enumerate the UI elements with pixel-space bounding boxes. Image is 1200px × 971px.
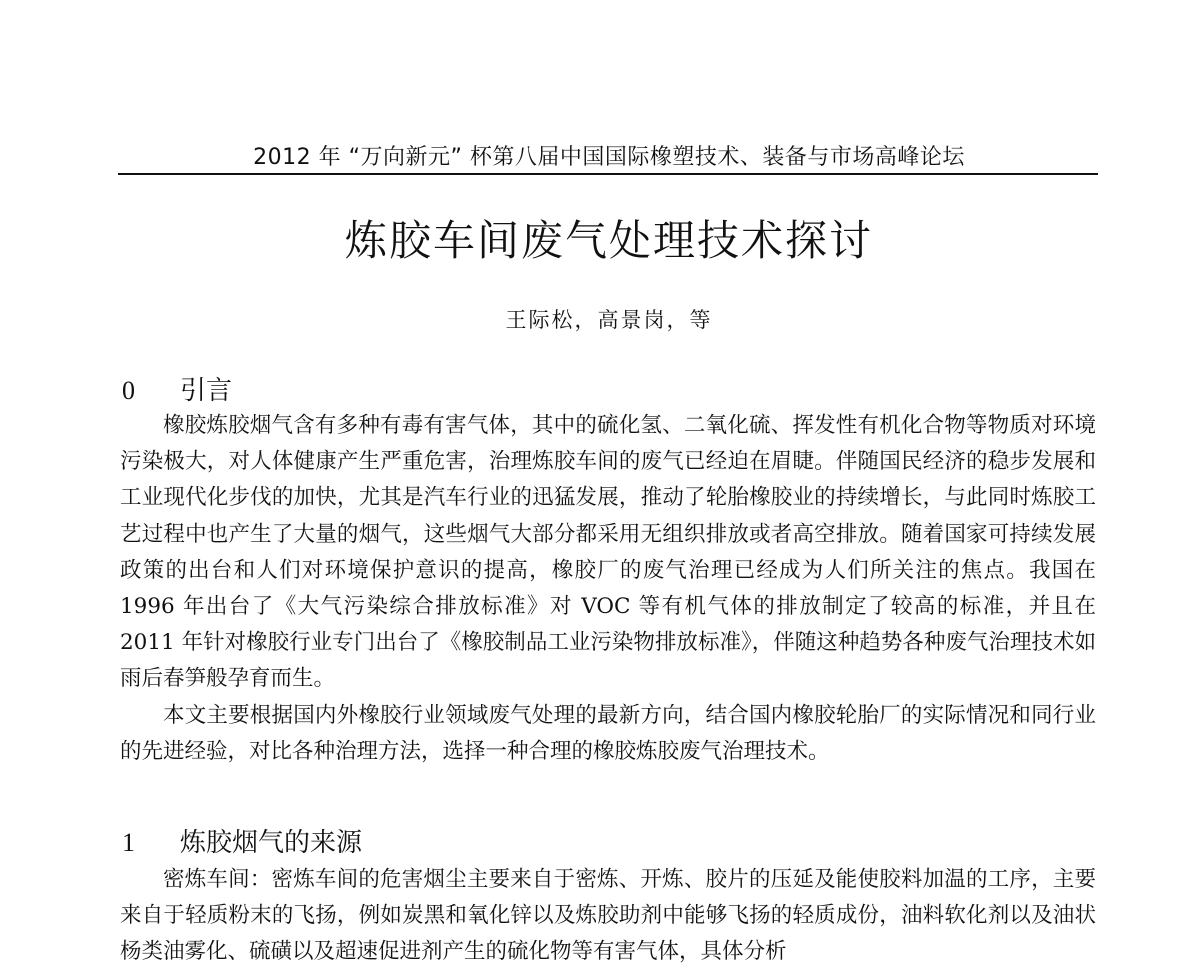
paragraph: 橡胶炼胶烟气含有多种有毒有害气体，其中的硫化氢、二氧化硫、挥发性有机化合物等物质对环境污染极大，对人体健康产生严重危害，治理炼胶车间的废气已经迫在眉睫。伴随国民经济的稳步发展和工业现代化步伐的加快，尤其是汽车行业的迅猛发展，推动了轮胎橡胶业的持续增长，与此同时炼胶工艺过程中也产生了大量的烟气，这些烟气大部分都采用无组织排放或者高空排放。随着国家可持续发展政策的出台和人们对环境保护意识的提高，橡胶厂的废气治理已经成为人们所关注的焦点。我国在 1996 年出台了《大气污染综合排放标准》对 VOC 等有机气体的排放制定了较高的标准，并且在 2011 年针对橡胶行业专门出台了《橡胶制品工业污染物排放标准》，伴随这种趋势各种废气治理技术如雨后春笋般孕育而生。 bbox=[120, 413, 1096, 692]
header-rule bbox=[118, 173, 1098, 175]
section-heading-intro bbox=[122, 370, 232, 407]
section-title: 引言 bbox=[180, 376, 233, 406]
paper-authors: 王际松，高景岗，等 bbox=[505, 308, 713, 332]
section-heading-sources bbox=[122, 822, 362, 859]
section-body-intro bbox=[120, 408, 1096, 770]
paragraph: 密炼车间：密炼车间的危害烟尘主要来自于密炼、开炼、胶片的压延及能使胶料加温的工序，主要来自于轻质粉末的飞扬，例如炭黑和氧化锌以及炼胶助剂中能够飞扬的轻质成份，油料软化剂以及油状杨类油雾化、硫磺以及超速促进剂产生的硫化物等有害气体，具体分析 bbox=[120, 867, 1096, 965]
section-number: 1 bbox=[122, 828, 135, 857]
conference-header: 2012 年 “万向新元” 杯第八届中国国际橡塑技术、装备与市场高峰论坛 bbox=[253, 145, 965, 170]
section-title: 炼胶烟气的来源 bbox=[180, 828, 363, 858]
section-body-sources bbox=[120, 862, 1096, 971]
section-number: 0 bbox=[122, 376, 135, 405]
paragraph: 本文主要根据国内外橡胶行业领域废气处理的最新方向，结合国内橡胶轮胎厂的实际情况和同行业的先进经验，对比各种治理方法，选择一种合理的橡胶炼胶废气治理技术。 bbox=[120, 702, 1096, 764]
paper-title: 炼胶车间废气处理技术探讨 bbox=[344, 216, 873, 265]
